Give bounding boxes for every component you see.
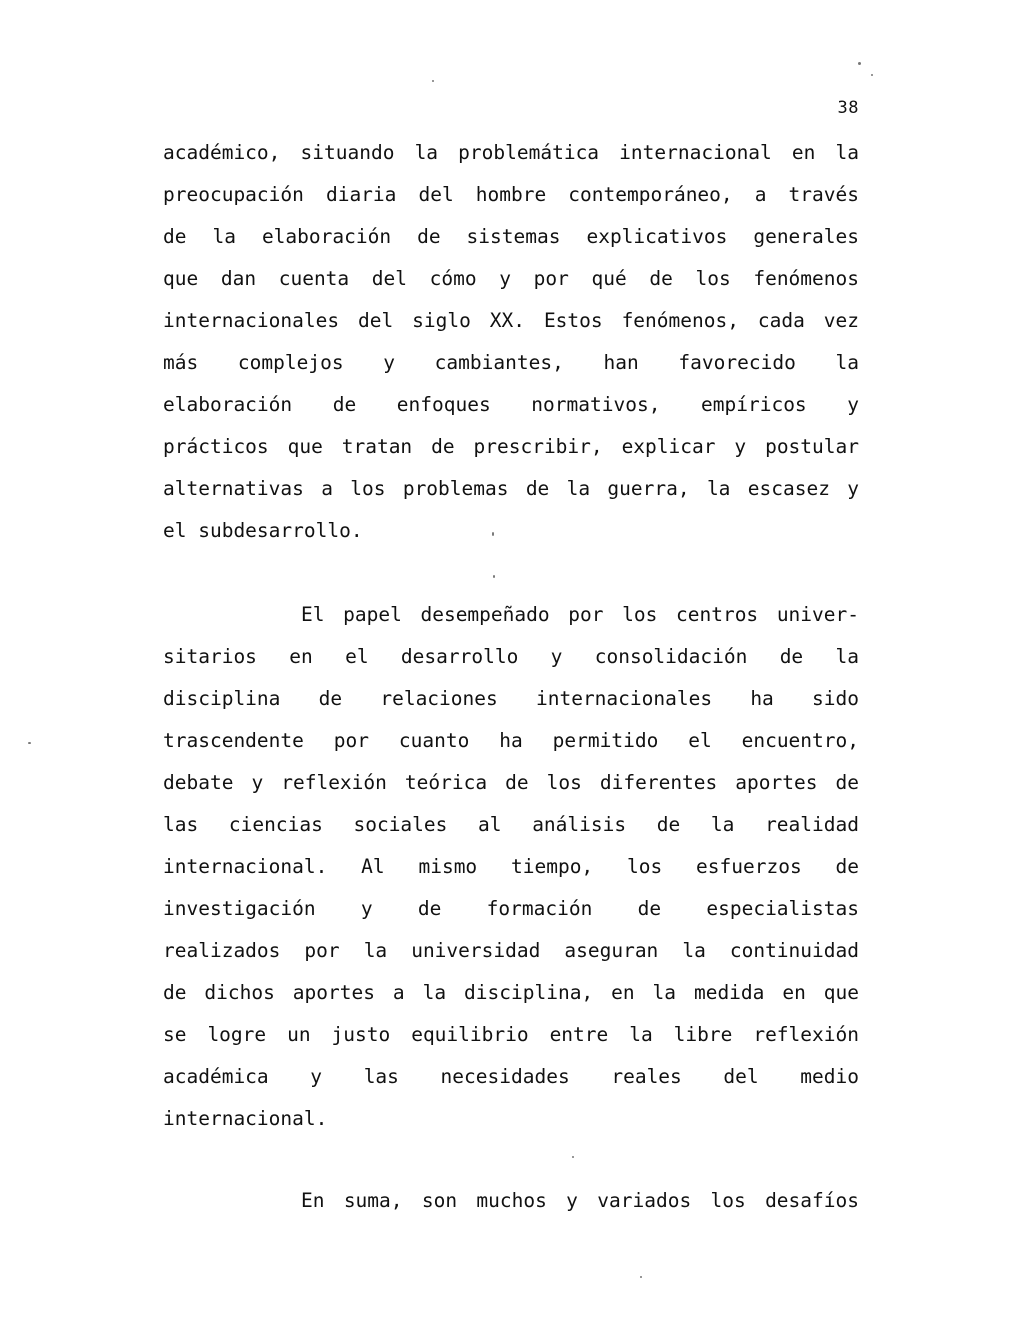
scan-speck [858,62,861,65]
scan-speck [640,1276,642,1278]
text-line: académica y las necesidades reales del medio [163,1065,859,1088]
text-line: En suma, son muchos y variados los desafíos [301,1189,859,1212]
scan-speck [432,80,434,82]
text-line: que dan cuenta del cómo y por qué de los fenómenos [163,267,859,290]
text-line: más complejos y cambiantes, han favorecido la [163,351,859,374]
text-line: se logre un justo equilibrio entre la libre reflexión [163,1023,859,1046]
scan-speck [572,1156,574,1158]
text-line: académico, situando la problemática internacional en la [163,141,859,164]
text-line: de dichos aportes a la disciplina, en la medida en que [163,981,859,1004]
scan-speck [871,74,873,76]
text-line: prácticos que tratan de prescribir, explicar y postular [163,435,859,458]
text-line: internacional. Al mismo tiempo, los esfuerzos de [163,855,859,878]
text-line: de la elaboración de sistemas explicativos generales [163,225,859,248]
scan-speck [492,532,494,536]
text-line: disciplina de relaciones internacionales ha sido [163,687,859,710]
scan-speck [28,742,31,744]
text-line: preocupación diaria del hombre contemporáneo, a través [163,183,859,206]
text-line: internacionales del siglo XX. Estos fenómenos, cada vez [163,309,859,332]
text-line: alternativas a los problemas de la guerra, la escasez y [163,477,859,500]
scan-speck [493,575,495,578]
text-line: investigación y de formación de especialistas [163,897,859,920]
text-line: debate y reflexión teórica de los diferentes aportes de [163,771,859,794]
text-line: sitarios en el desarrollo y consolidación de la [163,645,859,668]
text-line: realizados por la universidad aseguran la continuidad [163,939,859,962]
text-line: elaboración de enfoques normativos, empíricos y [163,393,859,416]
text-line: El papel desempeñado por los centros univer- [301,603,859,626]
text-line: trascendente por cuanto ha permitido el encuentro, [163,729,859,752]
text-line: internacional. [163,1107,328,1130]
text-line: las ciencias sociales al análisis de la realidad [163,813,859,836]
text-line: el subdesarrollo. [163,519,363,542]
page-number: 38 [837,98,859,118]
